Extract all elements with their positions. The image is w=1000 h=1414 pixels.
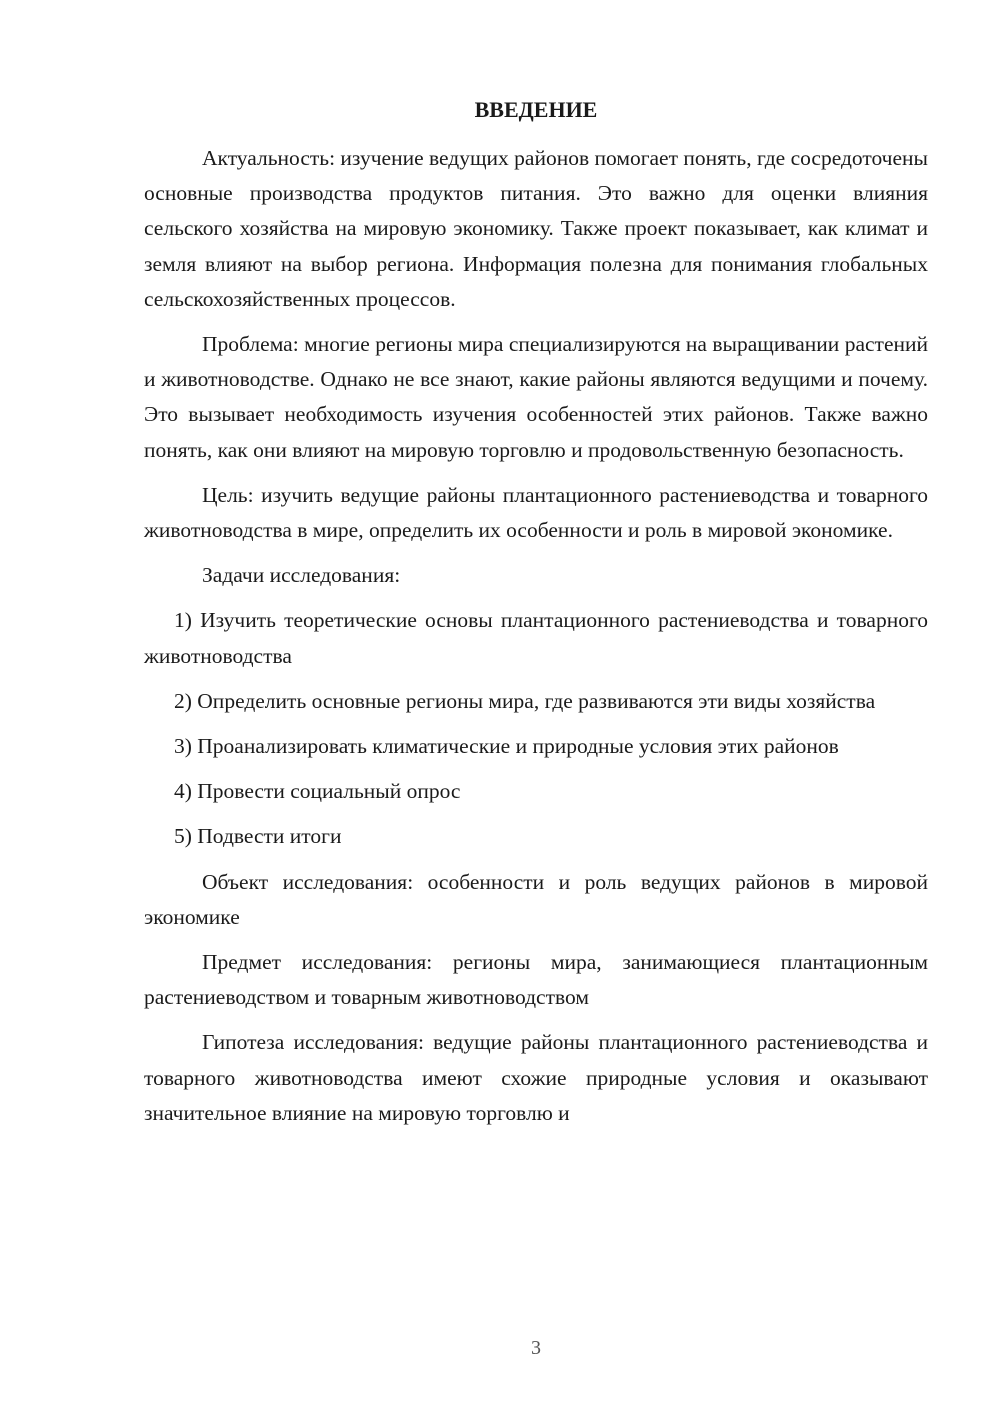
paragraph-hypothesis: Гипотеза исследования: ведущие районы плантационного растениеводства и товарного животноводства имеют схожие природные условия и оказывают значительное влияние на мировую торговлю и (144, 1030, 928, 1125)
paragraph-relevance: Актуальность: изучение ведущих районов помогает понять, где сосредоточены основные производства продуктов питания. Это важно для оценки влияния сельского хозяйства на мировую экономику. Также проект показывает, как климат и земля влияют на выбор региона. Информация полезна для понимания глобальных сельскохозяйственных процессов. (144, 146, 928, 311)
paragraph-object: Объект исследования: особенности и роль ведущих районов в мировой экономике (144, 869, 928, 929)
task-item-3: 3) Проанализировать климатические и природные условия этих районов (174, 734, 839, 759)
section-heading: ВВЕДЕНИЕ (474, 97, 598, 122)
task-item-2: 2) Определить основные регионы мира, где развиваются эти виды хозяйства (174, 688, 876, 713)
page-number: 3 (531, 1337, 541, 1359)
task-item-4: 4) Провести социальный опрос (174, 779, 461, 804)
paragraph-problem: Проблема: многие регионы мира специализируются на выращивании растений и животноводстве. Однако не все знают, какие районы являются ведущими и почему. Это вызывает необходимость изучения особенностей этих районов. Также важно понять, как они влияют на мировую торговлю и продовольственную безопасность. (144, 332, 928, 462)
paragraph-goal: Цель: изучить ведущие районы плантационного растениеводства и товарного животноводства в мире, определить их особенности и роль в мировой экономике. (144, 482, 928, 543)
paragraph-subject: Предмет исследования: регионы мира, занимающиеся плантационным растениеводством и товарным животноводством (144, 950, 928, 1010)
task-item-5: 5) Подвести итоги (174, 824, 342, 849)
paragraph-tasks-title: Задачи исследования: (202, 563, 401, 588)
task-item-1: 1) Изучить теоретические основы плантационного растениеводства и товарного животноводства (144, 608, 928, 668)
body-text (144, 141, 928, 1141)
